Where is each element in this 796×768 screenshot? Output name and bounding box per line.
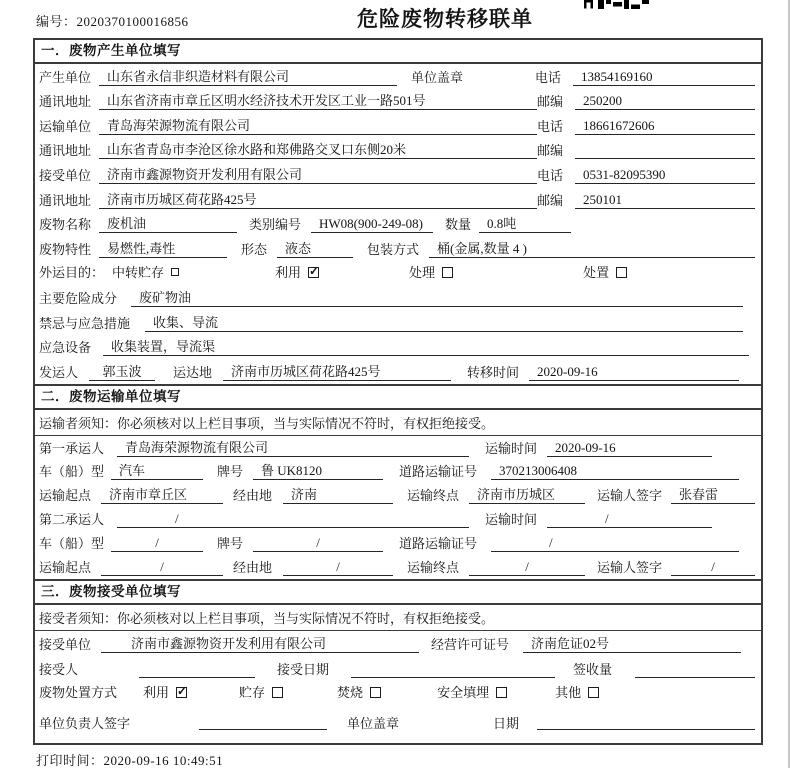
print-time-value: 2020-09-16 10:49:51 [103,753,224,768]
receiver-address-row [35,187,761,212]
checkbox-icon [272,687,283,698]
acceptor-row [35,656,761,681]
purpose-option-treat [409,262,453,281]
responsible-signer-value [199,715,327,730]
carrier2-label: 第二承运人 [39,511,105,527]
quantity-label: 数量 [445,217,472,233]
transporter-unit-row [35,113,761,138]
option-label: 处置 [583,265,610,281]
purpose-option-utilize [275,262,319,281]
consignor-row [35,359,761,384]
form-label: 形态 [241,241,268,257]
acceptor-label: 接受人 [39,661,79,677]
carrier1-row [35,436,761,460]
option-label: 利用 [143,685,170,700]
emergency-measures-value: 收集、导流 [145,315,743,332]
responsible-signer-row [35,706,761,744]
acceptor-value [139,677,255,678]
waste-name-label: 废物名称 [39,217,92,233]
unit-stamp-label: 单位盖章 [347,716,400,732]
disposal-method-label: 废物处置方式 [39,685,118,700]
vehicle-type-value: / [111,535,203,552]
category-code-label: 类别编号 [249,217,302,233]
disposal-option-landfill [437,682,507,701]
transport-time-label: 运输时间 [485,440,538,456]
main-hazard-value: 废矿物油 [131,290,743,307]
receiver-notice-text: 接受者须知：你必须核对以上栏目事项，当与实际情况不符时，有权拒绝接受。 [39,610,495,626]
transporter-unit-value: 青岛海荣源物流有限公司 [99,118,537,135]
option-label: 中转贮存 [112,265,165,281]
emergency-measures-row [35,310,761,335]
transporter-address-row [35,138,761,163]
phone-label: 电话 [537,167,564,183]
category-code-value: HW08(900-249-08) [311,216,433,233]
route-via-label: 经由地 [233,488,273,504]
transfer-time-value: 2020-09-16 [529,364,739,381]
carrier-sign-label: 运输人签字 [597,488,663,504]
road-permit-label: 道路运输证号 [399,464,478,480]
serial-label: 编号： [36,14,77,29]
main-hazard-row [35,285,761,310]
route-origin-value: 济南市章丘区 [101,487,223,504]
address-label: 通讯地址 [39,192,92,208]
serial-value: 2020370100016856 [76,14,189,29]
transfer-manifest-form [33,38,763,745]
phone-label: 电话 [537,118,564,134]
purpose-option-dispose [583,262,627,281]
producer-unit-label: 产生单位 [39,69,92,85]
print-time [36,750,223,768]
transporter-zip-value [575,158,755,159]
carrier2-row [35,507,761,531]
license-value: 济南危证02号 [523,636,741,653]
option-label: 安全填埋 [437,685,490,700]
vehicle-type-label: 车（船）型 [39,535,105,551]
vehicle1-row [35,460,761,484]
receiver-unit-label: 接受单位 [39,167,92,183]
carrier1-label: 第一承运人 [39,440,105,456]
disposal-option-incinerate [337,682,381,701]
zip-label: 邮编 [537,94,564,110]
serial-number [36,11,189,30]
signed-amount-label: 签收量 [573,661,613,677]
carrier-sign-value: / [671,559,755,576]
destination-value: 济南市历城区荷花路425号 [223,364,451,381]
form-value: 液态 [277,241,353,258]
emergency-equipment-value: 收集装置，导流渠 [103,339,749,356]
responsible-signer-label: 单位负责人签字 [39,716,131,732]
route-via-value: 济南 [283,487,393,504]
producer-unit-row [35,64,761,89]
page-title: 危险废物转移联单 [357,7,533,31]
route-end-value: 济南市历城区 [469,487,585,504]
vehicle2-row [35,531,761,555]
producer-unit-value: 山东省永信非织造材料有限公司 [99,69,397,86]
accept-date-label: 接受日期 [277,661,330,677]
purpose-option-transit-storage [112,262,179,281]
disposal-option-other [555,682,599,701]
license-label: 经营许可证号 [431,636,510,652]
disposal-option-store [239,682,283,701]
section2-header: 二．废物运输单位填写 [35,384,761,410]
disposal-option-utilize [143,682,187,701]
vehicle-type-label: 车（船）型 [39,464,105,480]
option-label: 处理 [409,265,436,281]
plate-label: 牌号 [217,464,244,480]
road-permit-value: / [491,535,739,552]
carrier-sign-value: 张春雷 [671,487,755,504]
address-label: 通讯地址 [39,94,92,110]
waste-name-row [35,212,761,237]
receiver-unit-row [35,162,761,187]
route-origin-label: 运输起点 [39,488,92,504]
receiver-phone-value: 0531-82095390 [575,167,755,184]
page-edge-divider [788,0,790,768]
vehicle-type-value: 汽车 [111,463,203,480]
route-via-value: / [283,559,393,576]
print-time-label: 打印时间： [36,753,104,768]
address-label: 通讯地址 [39,143,92,159]
checkbox-icon [176,687,187,698]
destination-label: 运达地 [173,364,213,380]
transfer-purpose-row [35,261,761,286]
carrier1-value: 青岛海荣源物流有限公司 [117,440,469,457]
receiver-zip-value: 250101 [575,192,755,209]
emergency-equipment-label: 应急设备 [39,340,92,356]
route-via-label: 经由地 [233,559,273,575]
road-permit-value: 370213006408 [491,463,739,480]
route-end-value: / [469,559,585,576]
plate-value: 鲁 UK8120 [253,463,383,480]
section3-header: 三．废物接受单位填写 [35,579,761,605]
transporter-notice-text: 运输者须知：你必须核对以上栏目事项，当与实际情况不符时，有权拒绝接受。 [39,415,495,431]
transport-time-value: 2020-09-16 [547,440,712,457]
option-label: 焚烧 [337,685,364,700]
receiving-unit-label: 接受单位 [39,636,92,652]
producer-phone-value: 13854169160 [573,69,755,86]
producer-address-row [35,89,761,114]
emergency-measures-label: 禁忌与应急措施 [39,315,131,331]
transporter-notice-row [35,410,761,436]
accept-date-value [351,677,555,678]
waste-property-value: 易燃性,毒性 [99,241,227,258]
emergency-equipment-row [35,335,761,360]
transporter-address-value: 山东省青岛市李沧区徐水路和郑佛路交叉口东侧20米 [99,142,537,159]
waste-name-value: 废机油 [99,216,237,233]
transport-time-value: / [547,511,712,528]
receiving-unit-value: 济南市鑫源物资开发利用有限公司 [101,636,419,653]
plate-value: / [253,535,383,552]
transfer-purpose-label: 外运目的： [39,265,105,281]
route2-row [35,555,761,579]
producer-address-value: 山东省济南市章丘区明水经济技术开发区工业一路501号 [99,93,537,110]
checkbox-icon [496,687,507,698]
route-end-label: 运输终点 [407,559,460,575]
route1-row [35,483,761,507]
carrier2-value: / [117,511,469,528]
option-label: 贮存 [239,685,266,700]
phone-label: 电话 [535,69,562,85]
qr-code-fragment-icon [584,0,650,10]
zip-label: 邮编 [537,192,564,208]
date-value [537,715,755,730]
receiver-address-value: 济南市历城区荷花路425号 [99,192,537,209]
carrier-sign-label: 运输人签字 [597,559,663,575]
transporter-unit-label: 运输单位 [39,118,92,134]
consignor-label: 发运人 [39,364,79,380]
signed-amount-value [635,677,755,678]
unit-stamp-label: 单位盖章 [411,69,464,85]
producer-zip-value: 250200 [575,93,755,110]
transporter-phone-value: 18661672606 [575,118,755,135]
checkbox-icon [171,268,179,276]
checkbox-icon [370,687,381,698]
route-origin-value: / [101,559,223,576]
disposal-method-row [35,681,761,706]
plate-label: 牌号 [217,535,244,551]
route-end-label: 运输终点 [407,488,460,504]
receiver-notice-row [35,605,761,631]
zip-label: 邮编 [537,143,564,159]
checkbox-icon [442,267,453,278]
transport-time-label: 运输时间 [485,511,538,527]
date-label: 日期 [493,716,520,732]
receiving-unit-row [35,631,761,656]
route-origin-label: 运输起点 [39,559,92,575]
option-label: 利用 [275,265,302,281]
receiver-unit-value: 济南市鑫源物资开发利用有限公司 [99,167,537,184]
section1-header: 一．废物产生单位填写 [35,40,761,64]
road-permit-label: 道路运输证号 [399,535,478,551]
consignor-value: 郭玉波 [89,364,155,381]
packing-value: 桶(金属,数量 4 ) [429,241,755,258]
checkbox-icon [308,267,319,278]
transfer-time-label: 转移时间 [467,364,520,380]
main-hazard-label: 主要危险成分 [39,290,118,306]
packing-label: 包装方式 [367,241,420,257]
option-label: 其他 [555,685,582,700]
checkbox-icon [588,687,599,698]
waste-property-row [35,236,761,261]
waste-property-label: 废物特性 [39,241,92,257]
quantity-value: 0.8吨 [479,216,571,233]
checkbox-icon [616,267,627,278]
